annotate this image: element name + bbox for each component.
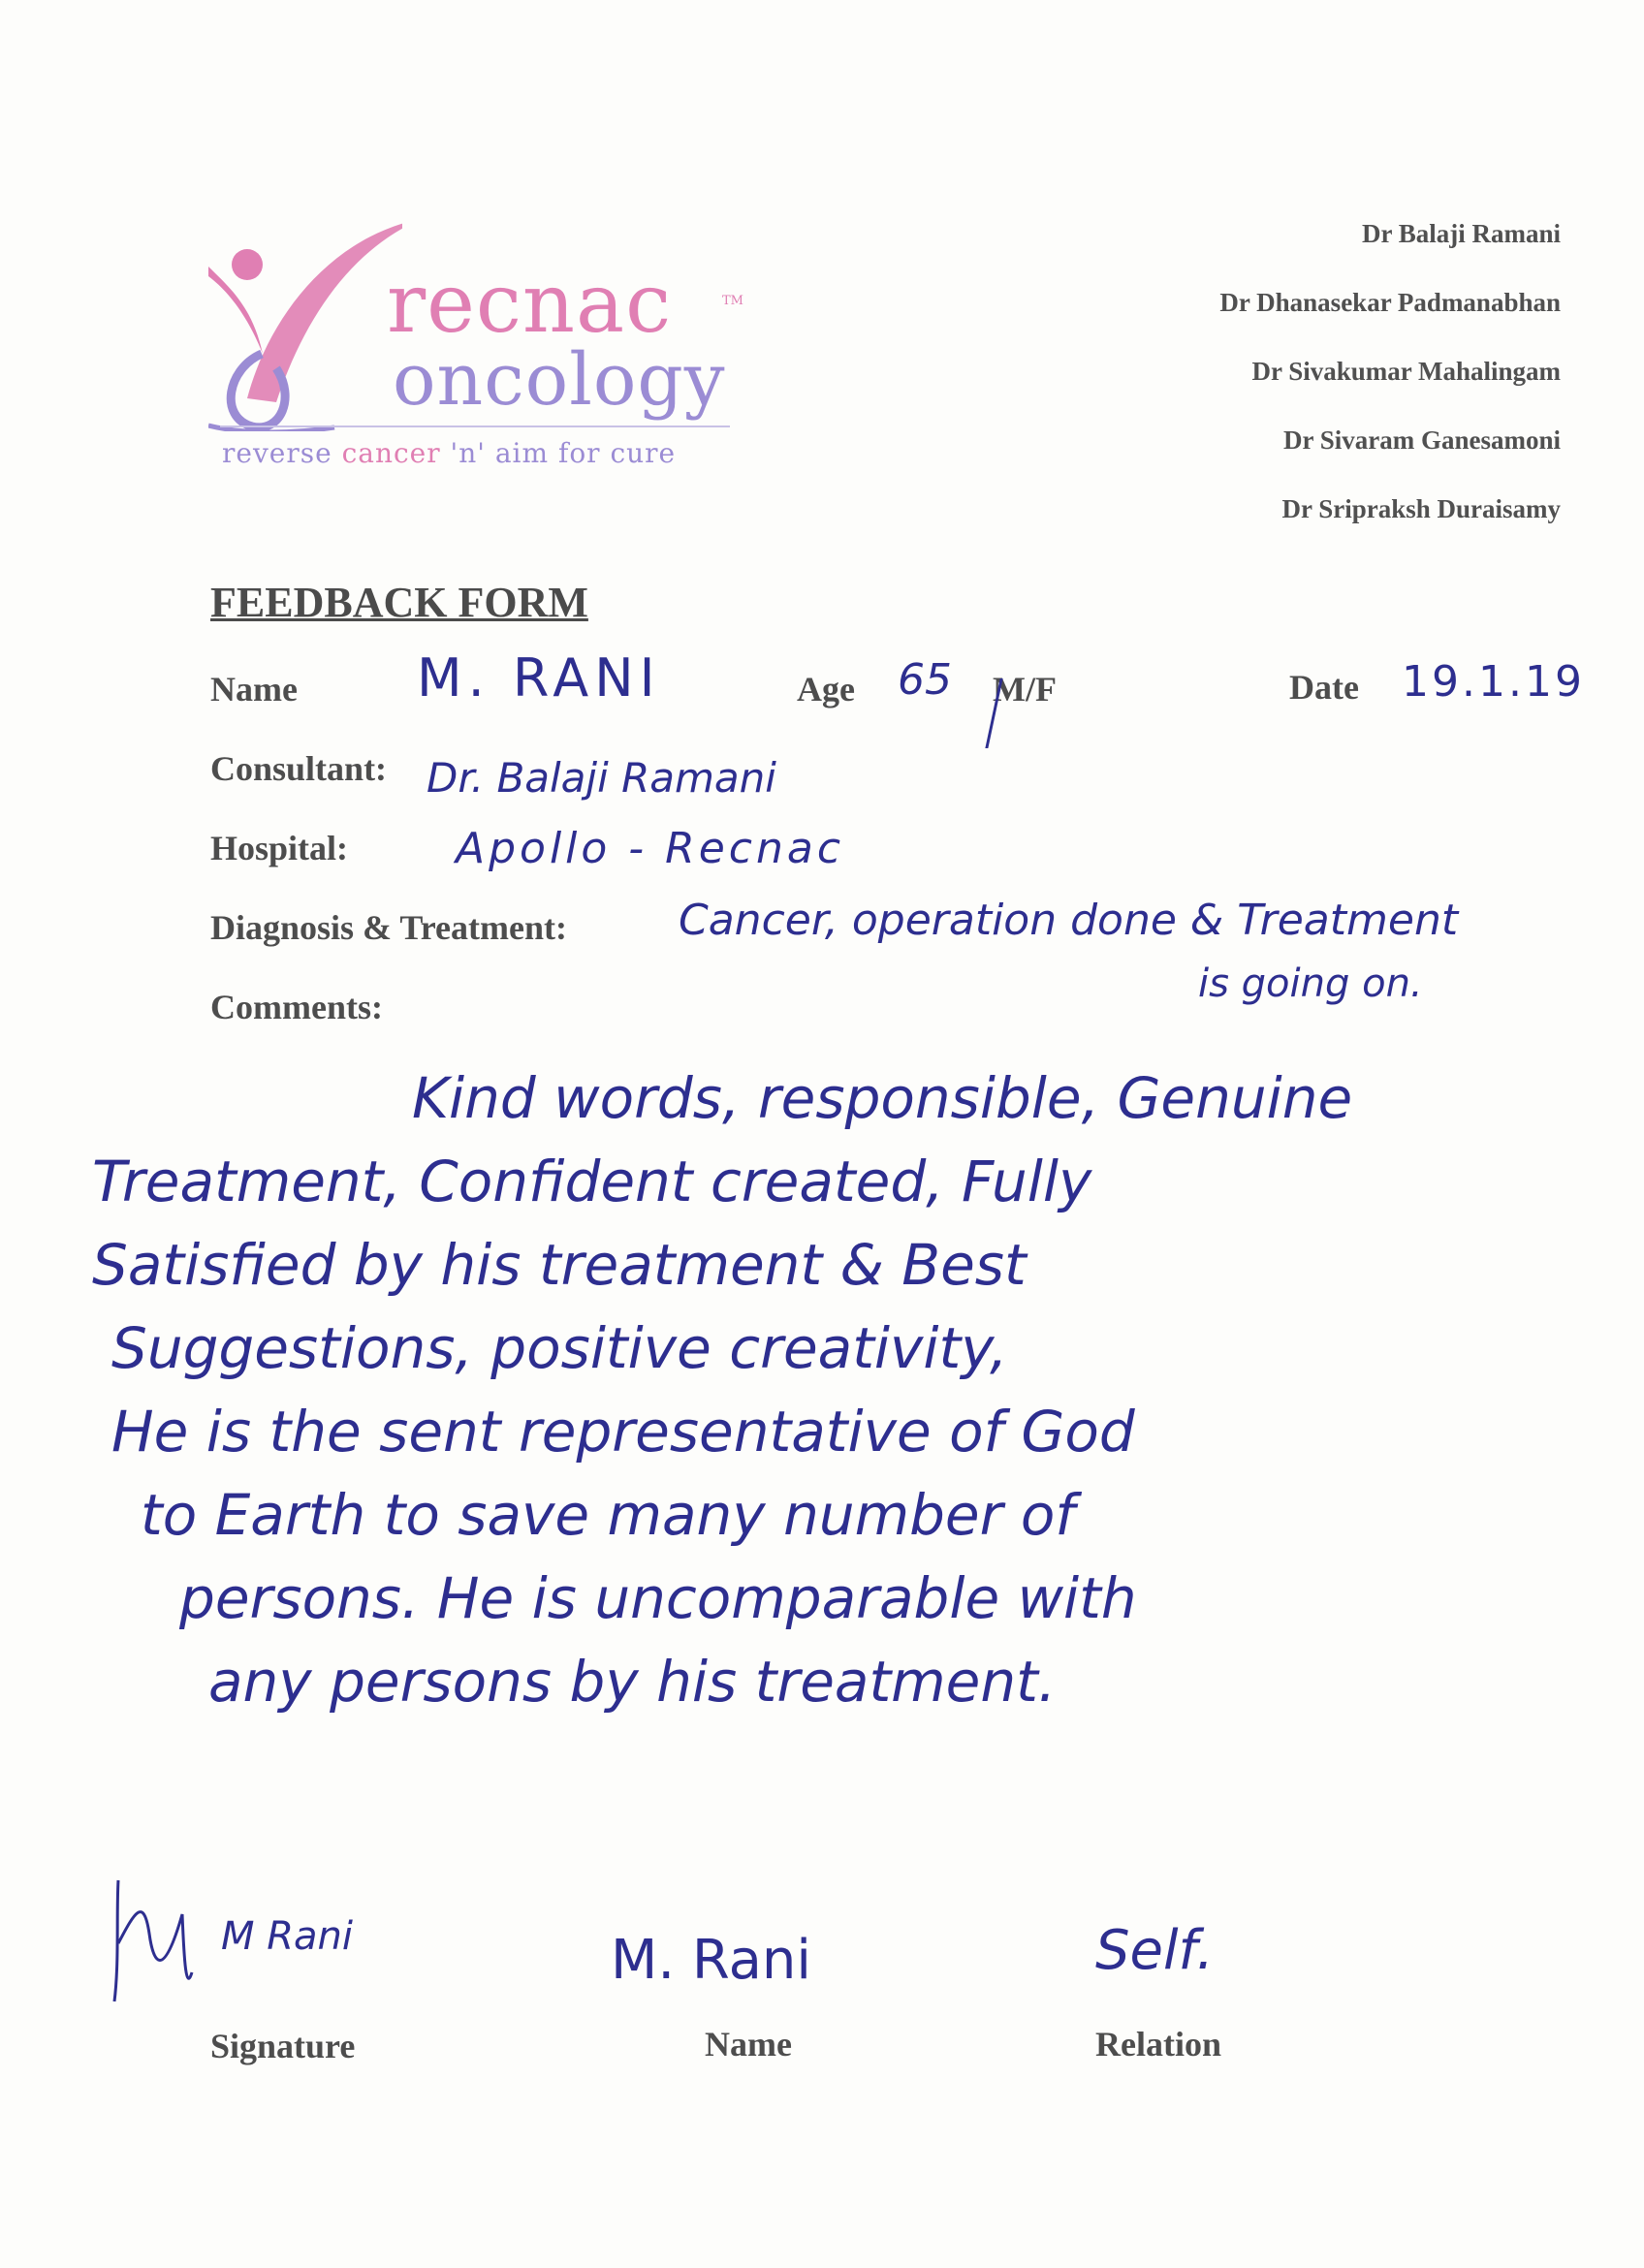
doctors-list bbox=[1219, 218, 1561, 562]
relation-value: Self. bbox=[1095, 1919, 1215, 1982]
doctor-name: Dr Balaji Ramani bbox=[1361, 219, 1561, 248]
comment-line: Satisfied by his treatment & Best bbox=[92, 1232, 1027, 1298]
relation-label: Relation bbox=[1095, 2025, 1221, 2063]
doctor-name: Dr Dhanasekar Padmanabhan bbox=[1219, 288, 1561, 317]
consultant-value: Dr. Balaji Ramani bbox=[427, 754, 776, 802]
date-value: 19.1.19 bbox=[1402, 657, 1585, 707]
comment-line: Suggestions, positive creativity, bbox=[111, 1315, 1008, 1381]
comment-line: to Earth to save many number of bbox=[141, 1482, 1075, 1548]
doctor-name: Dr Sivakumar Mahalingam bbox=[1251, 357, 1561, 386]
clinic-logo bbox=[208, 208, 751, 480]
patient-name-value: M. RANI bbox=[417, 647, 661, 709]
form-title: FEEDBACK FORM bbox=[210, 579, 588, 626]
signer-name-value: M. Rani bbox=[611, 1929, 811, 1992]
ribbon-figure-icon bbox=[208, 208, 402, 431]
consultant-label: Consultant: bbox=[210, 749, 388, 788]
patient-signature: M Rani bbox=[105, 1875, 395, 2011]
diagnosis-label: Diagnosis & Treatment: bbox=[210, 908, 567, 947]
name-footer-label: Name bbox=[705, 2025, 792, 2063]
doctor-name: Dr Sivaram Ganesamoni bbox=[1282, 425, 1561, 455]
brand-tagline: reverse cancer 'n' aim for cure bbox=[222, 437, 677, 469]
diagnosis-line-1: Cancer, operation done & Treatment bbox=[679, 896, 1459, 945]
gender-mark bbox=[985, 678, 1028, 748]
doctor-name: Dr Sripraksh Duraisamy bbox=[1281, 494, 1561, 523]
comment-line: Kind words, responsible, Genuine bbox=[412, 1065, 1353, 1131]
brand-name-oncology: oncology bbox=[393, 338, 726, 422]
comments-label: Comments: bbox=[210, 988, 383, 1026]
comment-line: Treatment, Confident created, Fully bbox=[92, 1149, 1092, 1214]
diagnosis-line-2: is going on. bbox=[1198, 961, 1423, 1006]
brand-name-recnac: recnac bbox=[387, 256, 673, 351]
gender-label: M/F bbox=[993, 670, 1057, 709]
comment-line: He is the sent representative of God bbox=[111, 1399, 1135, 1465]
comment-line: any persons by his treatment. bbox=[208, 1649, 1057, 1715]
comment-line: persons. He is uncomparable with bbox=[179, 1565, 1137, 1631]
age-value: 65 bbox=[898, 655, 952, 705]
signature-label: Signature bbox=[210, 2027, 356, 2065]
date-label: Date bbox=[1289, 668, 1359, 707]
trademark-mark: TM bbox=[722, 294, 743, 308]
logo-divider bbox=[220, 425, 730, 427]
hospital-value: Apollo - Recnac bbox=[456, 824, 845, 873]
comments-body bbox=[92, 1056, 1604, 1723]
hospital-label: Hospital: bbox=[210, 829, 349, 867]
name-label: Name bbox=[210, 670, 298, 709]
age-label: Age bbox=[797, 670, 855, 709]
